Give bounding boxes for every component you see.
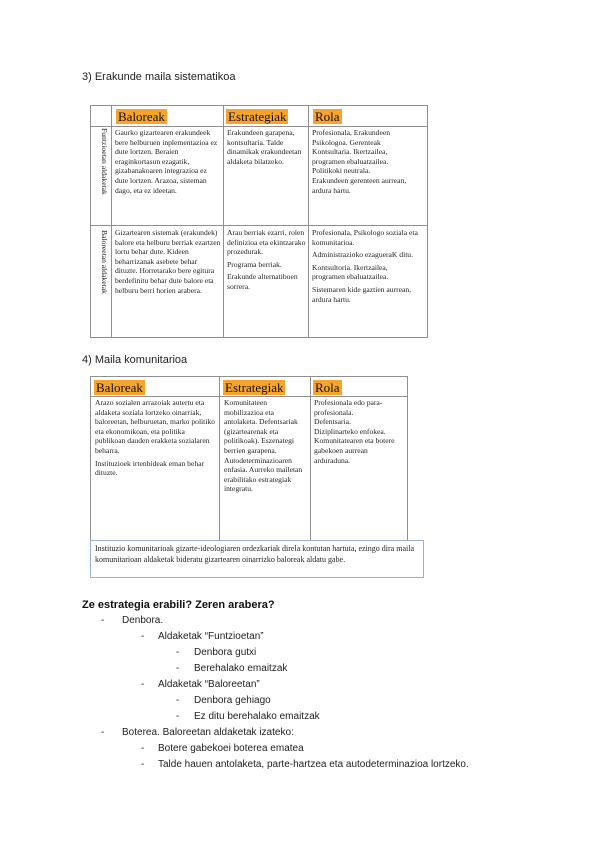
dash-1: - — [101, 615, 105, 626]
col-divider-1 — [111, 106, 112, 337]
s4-baloreak — [95, 398, 217, 481]
dash-3: - — [176, 647, 180, 658]
s4-header-rola-text: Rola — [315, 380, 340, 395]
s4-rola-2: Diziplinarteko enfokea. — [314, 426, 386, 436]
section4-heading: 4) Maila komunitarioa — [82, 354, 188, 366]
list-baloreetan: Aldaketak “Baloreetan” — [158, 679, 260, 690]
s4-baloreak-0: Arazo sozialen arrazoiak autertu eta aldaketa soziala lortzeko oinarriak, baloreetan, helburuetan, marko politiko eta ekonomikoan, eta politika publikoan dauden erakketa sozialaren beharra. — [95, 398, 215, 455]
s4-rola — [314, 398, 404, 465]
s4-col-divider-1 — [219, 377, 220, 540]
row2-baloreak — [115, 228, 221, 298]
row2-rola — [312, 228, 422, 307]
dash-9: - — [141, 743, 145, 754]
section3-heading: 3) Erakunde maila sistematikoa — [82, 71, 236, 83]
dash-6: - — [176, 695, 180, 706]
row1-baloreak — [115, 128, 221, 198]
row2-estrategiak-1: Programa berriak. — [227, 259, 282, 269]
dash-2: - — [141, 631, 145, 642]
list-denbora-gehiago: Denbora gehiago — [194, 695, 271, 706]
header-rola — [313, 108, 342, 126]
header-baloreak — [116, 108, 167, 126]
list-denbora: Denbora. — [122, 615, 164, 626]
row2-rola-3: Sistemaren kide gaztien aurrean, ardura hartu. — [312, 284, 412, 304]
row-label-funtzioetan: Funtzioetan aldaketak — [100, 128, 109, 195]
community-table — [90, 376, 408, 541]
row1-rola-2: Erakundeen gerenteen aurrean, ardura hartu. — [312, 175, 407, 195]
row2-rola-1: Administrazioko ezagueraK ditu. — [312, 250, 414, 260]
s4-baloreak-1: Instituzioek irtenbideak eman behar dituzte. — [95, 458, 205, 478]
s4-rola-0: Profesionala edo para-profesionala. — [314, 398, 383, 417]
row1-rola — [312, 128, 422, 195]
list-ez-ditu: Ez ditu berehalako emaitzak — [194, 711, 320, 722]
footnote-box — [90, 540, 424, 578]
list-denbora-gutxi: Denbora gutxi — [194, 647, 257, 658]
list-talde-hauen: Talde hauen antolaketa, parte-hartzea eta autodeterminazioa lortzeko. — [158, 759, 469, 770]
row1-estrategiak — [227, 128, 307, 169]
dash-7: - — [176, 711, 180, 722]
row1-baloreak-text: Gaurko gizartearen erakundeek bere helburuen inplementazioa ez dute lortzen. Beraien eraginkortasun ezagatik, gizabanakoaren integrazioa ez dute lortzen. Arazoa, sisteman dago, eta ez ideetan. — [115, 128, 218, 195]
footnote-text: Instituzio komunitarioak gizarte-ideologiaren ordezkariak direla kontutan hartuta, ezingo dira maila komunitarioan aldaketak bideratu gizartearen oinarrizko baloreak aldatu gabe. — [95, 544, 414, 564]
row1-rola-0: Profesionala, Erakundeen Psikologoa. Gerenteak Kontsultaria. Ikertzailea, programen ebaluatzailea. — [312, 128, 391, 166]
row2-rola-0: Profesionala, Psikologo soziala eta komunitarioa. — [312, 228, 418, 247]
header-estrategiak — [226, 108, 288, 126]
dash-5: - — [141, 679, 145, 690]
row2-baloreak-text: Gizartearen sistemak (erakundek) balore eta helburu berriak ezartzen lortu behar dute. Kideen beharrizanak asebete behar dituzte. Horretarako bere egitura berdefinitu behar dute balore eta helburu berri horien arabera. — [115, 228, 221, 295]
list-berehalako: Berehalako emaitzak — [194, 663, 288, 674]
col-divider-3 — [308, 106, 309, 337]
row2-estrategiak-2: Erakunde alternatiboen sorrera. — [227, 272, 298, 291]
col-divider-2 — [223, 106, 224, 337]
row1-rola-1: Politikoki neutrala. — [312, 166, 371, 176]
header-estrategiak-text: Estrategiak — [228, 109, 287, 124]
s4-header-estrategiak-text: Estrategiak — [225, 380, 284, 395]
s4-header-divider — [91, 396, 407, 397]
dash-8: - — [101, 727, 105, 738]
list-boterea: Boterea. Baloreetan aldaketak izateko: — [122, 727, 294, 738]
row2-estrategiak — [227, 228, 307, 295]
row2-rola-2: Kontsultoria. Ikertzailea, programen ebaluatzailea. — [312, 262, 389, 282]
s4-header-baloreak-text: Baloreak — [96, 380, 143, 395]
s4-col-divider-2 — [310, 377, 311, 540]
systematic-table — [90, 105, 428, 338]
row-divider — [91, 225, 427, 226]
dash-10: - — [141, 759, 145, 770]
header-rola-text: Rola — [315, 109, 340, 124]
s4-header-rola — [313, 379, 342, 397]
list-funtzioetan: Aldaketak “Funtzioetan” — [158, 631, 264, 642]
s4-header-estrategiak — [223, 379, 285, 397]
row1-estrategiak-text: Erakundeen garapena, kontsultaria. Talde dinamikak erakundeetan aldaketa bilatzeko. — [227, 128, 302, 166]
s4-estrategiak — [224, 398, 308, 497]
dash-4: - — [176, 663, 180, 674]
row-label-baloreetan: Baloreetan aldaketak — [100, 230, 109, 294]
header-divider — [91, 126, 427, 127]
question-heading: Ze estrategia erabili? Zeren arabera? — [82, 599, 275, 611]
s4-rola-3: Komunitatearen eta botere gabekoen aurrean arduraduna. — [314, 436, 395, 465]
row2-estrategiak-0: Arau berriak ezarri, rolen definizioa eta ekintzarako prozedurak. — [227, 228, 306, 257]
s4-header-baloreak — [94, 379, 145, 397]
s4-rola-1: Defentsaria. — [314, 417, 351, 427]
s4-estrategiak-text: Komunitateen mobilizazioa eta antolaketa. Defentsariak (gizartearenak eta politikoak). Eszenategi berrien garapena. Autodeterminazioaren enfasia. Aurreko mailetan erabilitako estrategiak integratu. — [224, 398, 303, 494]
header-baloreak-text: Baloreak — [118, 109, 165, 124]
list-botere-gabekoei: Botere gabekoei boterea ematea — [158, 743, 304, 754]
